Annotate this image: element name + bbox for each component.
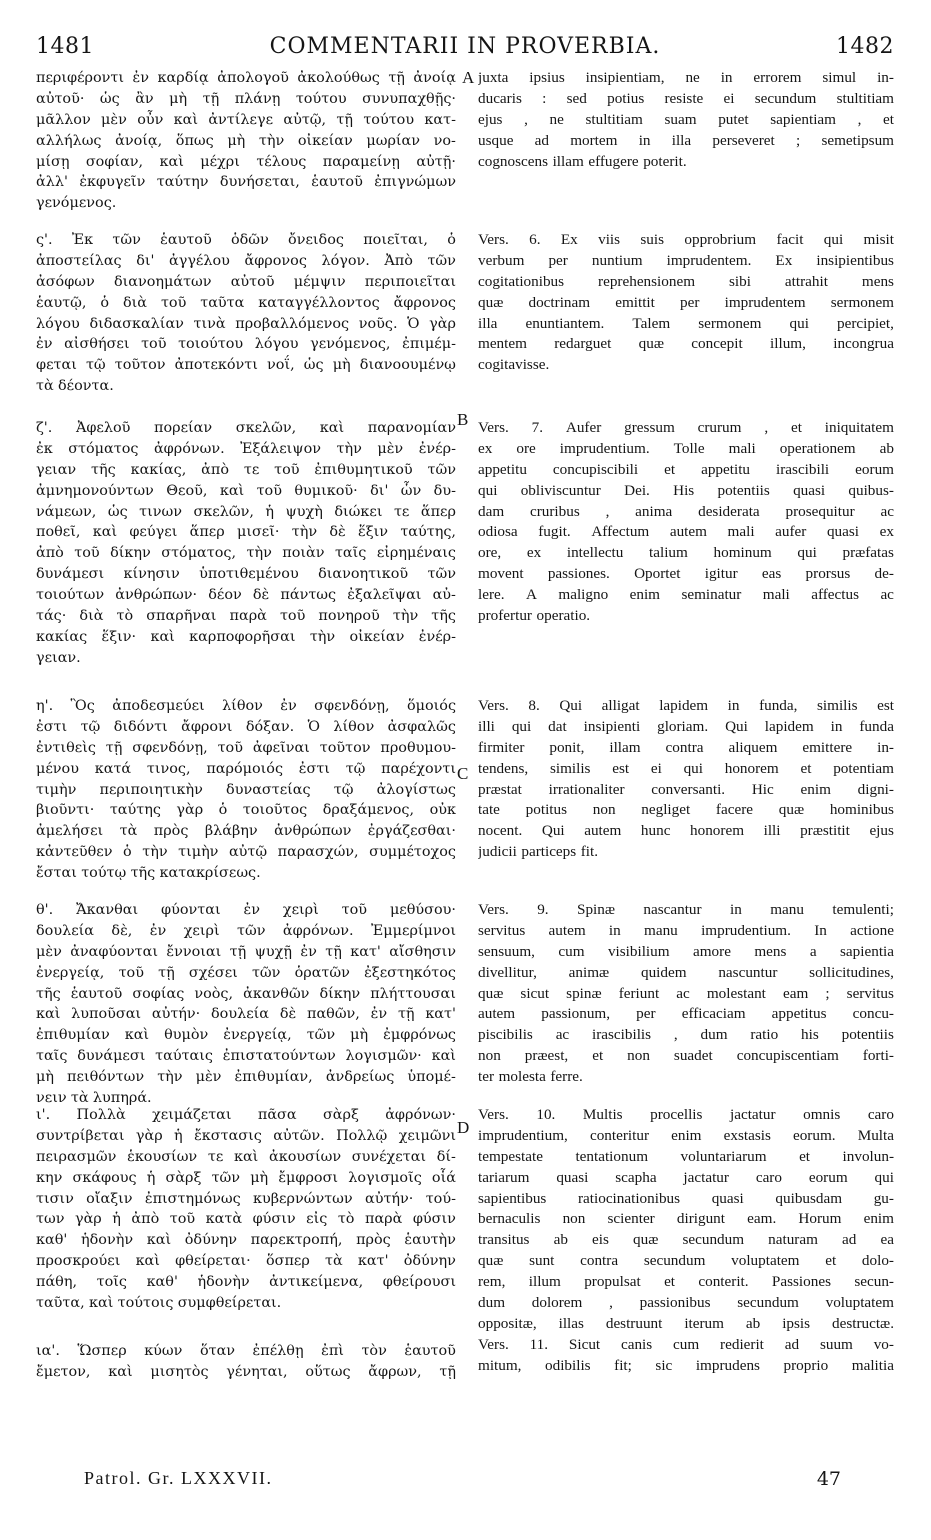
footer-patrology-ref: Patrol. Gr. LXXXVII. [84,1468,273,1488]
text-line: μίσῃ σοφίαν, καὶ μέχρι τέλους παραμείνῃ αὐτῇ· [36,153,456,170]
text-line: ἐνεργείᾳ, τοῦ τῇ σχέσει τῶν ὁρατῶν ἐξεστηκότος [36,964,456,981]
text-line: mentem redarguet quæ concepit illum, incongrua [478,335,894,353]
page-header [36,34,894,64]
text-line: quæ sunt contra secundum voluptatem et dolo- [478,1252,894,1270]
text-line: θ'. Ἄκανθαι φύονται ἐν χειρὶ τοῦ μεθύσου· [36,902,456,918]
text-line: tariarum quasi scapha jactatur caro eorum qui [478,1168,894,1186]
text-line: tendens, similis est ei qui honorem et potentiam [478,759,894,777]
text-line: ἀσόφων διανοημάτων αὐτοῦ μέμψιν περιποιεῖται [36,273,456,290]
text-line: ejus , ne stultitiam suam putet sapientiam , et [478,110,894,128]
text-line: τάς· διὰ τὸ σπαρῆναι παρὰ τοῦ πονηροῦ τὴν τῆς [36,608,456,625]
text-line: μὲν ἀναφύονται ἔννοιαι τῇ ψυχῇ ἐν τῇ κατ' αἴσθησιν [36,943,456,960]
text-line: odiosa fugit. Affectum autem mali aufer quasi ex [478,523,894,541]
text-line: γενόμενος. [36,195,117,212]
text-line: βιοῦντι· ταύτης γὰρ ὁ τοιοῦτος δραξάμενος, οὐκ [36,802,456,819]
text-line: φεται τῷ τοῦτον ἀποτεκόντι νοΐ, ὡς μὴ διανοουμένῳ [36,357,456,374]
text-line: ἔμετον, καὶ μισητὸς γένηται, οὕτως ἄφρων, τῇ [36,1363,456,1380]
text-line: καθ' ἡδονὴν καὶ ὀδύνην παρεκτροπή, πρὸς ἑαυτὴν [36,1232,456,1249]
text-line: firmiter ponit, illam contra aliquem emittere in- [478,738,894,756]
text-line: præstat irrationaliter conversanti. Hic enim digni- [478,780,894,798]
text-line: profertur operatio. [478,607,591,625]
text-line: appetitu concupiscibili et appetitu irascibili eorum [478,460,894,478]
text-line: ἐντιθεὶς τῇ σφενδόνῃ, τοῦ ἀφεῖναι τοῦτον προθυμου- [36,739,456,756]
text-line: κην σκάφους ἡ σὰρξ τῶν μὴ ἔμφροσι λογισμοῖς οἷά [36,1169,456,1186]
text-line: των γὰρ ἡ ἀπὸ τοῦ κατὰ φύσιν εἰς τὸ παρὰ φύσιν [36,1211,456,1228]
text-line: judicii particeps fit. [478,843,599,861]
text-line: piscibilis ac irascibilis , dum ratio his potentiis [478,1026,894,1044]
text-line: η'. Ὃς ἀποδεσμεύει λίθον ἐν σφενδόνῃ, ὅμοιός [36,698,456,714]
text-line: μὴ πειθόντων τὴν μὲν ἐπιθυμίαν, ἀνδρείως ὑπομέ- [36,1069,456,1086]
margin-letter-a: A [462,68,475,87]
text-line: sensuum, cum visibilium amore mens a sapientia [478,942,894,960]
paragraph [36,230,456,397]
text-line: verbum per nuntium imprudentem. Ex insipientibus [478,251,894,269]
text-line: δυνάμεσι κίνησιν ὑποτιθεμένου διανοητικοῦ τῶν [36,566,456,583]
text-line: πάθη, τοῖς καθ' ἡδονὴν ἀντικείμενα, φθείρουσι [36,1274,456,1291]
text-line: autem passionum, per efficaciam appetitus concu- [478,1005,894,1023]
text-line: ἀμνημονούντων Θεοῦ, καὶ τοῦ θυμικοῦ· δι' ὧν δυ- [36,482,456,499]
text-line: Vers. 6. Ex viis suis opprobrium facit qui misit [478,231,894,248]
text-line: περιφέροντι ἐν καρδίᾳ ἀπολογοῦ ἀκολούθως τῇ ἀνοίᾳ [36,70,456,86]
text-line: ter molesta ferre. [478,1068,583,1086]
text-line: ἀπὸ τοῦ δίκην στόματος, τὴν ποιὰν ταῖς εἰρημέναις [36,545,456,562]
text-line: illi qui dat insipienti gloriam. Qui lapidem in funda [478,717,894,735]
page-number-right: 1482 [836,34,894,59]
text-line: ἐστι τῷ διδόντι ἄφρονι δόξαν. Ὁ λίθον ἀσφαλῶς [36,718,456,735]
paragraph [478,696,894,863]
text-line: κἀντεῦθεν ὁ τὴν τιμὴν αὐτῷ παρασχών, συμμέτοχος [36,844,456,861]
text-line: συντρίβεται γὰρ ἡ ἔκστασις αὐτῶν. Πολλῷ χειμῶνι [36,1127,456,1144]
text-line: ποθεῖ, καὶ φεύγει ἅπερ μισεῖ· τὴν δὲ ἕξιν ταύτης, [36,524,456,541]
page-number-left: 1481 [36,34,94,59]
text-line: quæ sicut spinæ feriunt ac molestant eam ; servitus [478,984,894,1002]
text-line: ducaris : sed potius resiste ei secundum stultitiam [478,89,894,107]
text-line: νειν τὰ λυπηρά. [36,1090,152,1107]
text-line: dum dolorem , passionibus secundum voluptatem [478,1294,894,1312]
text-line: γειαν τῆς κακίας, ἀπὸ τε τοῦ ἐπιθυμητικοῦ τῶν [36,461,456,478]
paragraph [36,1341,456,1383]
text-line: ἀλλ' ἐκφυγεῖν ταύτην δυνήσεται, ἑαυτοῦ ἐπιγνώμων [36,174,456,191]
text-line: dam cruribus , anima desiderata prosequitur ac [478,502,894,520]
text-line: tate potitus non negliget facere quæ hominibus [478,801,894,819]
paragraph [36,696,456,884]
text-line: ἑαυτῷ, ὁ διὰ τοῦ ταῦτα καταγγέλλοντος ἄφρονος [36,294,456,311]
text-line: cognoscens illam effugere poterit. [478,152,687,170]
paragraph [478,1105,894,1377]
text-line: ἐπιθυμίαν καὶ θυμὸν ἐνεργείᾳ, τῶν μὴ ἐμφρόνως [36,1027,456,1044]
text-line: ζ'. Ἀφελοῦ πορείαν σκελῶν, καὶ παρανομίαν [36,420,456,436]
paragraph [36,418,456,669]
text-line: transitus ab eis quæ secundum naturam ad ea [478,1231,894,1249]
text-line: juxta ipsius insipientiam, ne in errorem simul in- [478,69,894,86]
text-line: Vers. 8. Qui alligat lapidem in funda, similis est [478,697,894,714]
text-line: non præest, et non suadet concupiscentiam forti- [478,1047,894,1065]
paragraph [478,900,894,1088]
text-line: ἔσται τούτῳ τῆς κατακρίσεως. [36,865,261,882]
text-line: ἐκ στόματος ἀφρόνων. Ἐξάλειψον τὴν μὲν ἐνέρ- [36,440,456,457]
paragraph [478,68,894,172]
text-line: δουλεία δὲ, ἐν χειρὶ τῶν ἀφρόνων. Ἐμμερίμνοι [36,922,456,939]
text-line: Vers. 7. Aufer gressum crurum , et iniquitatem [478,419,894,436]
text-line: τοιούτων ἀνθρώπων· δέον δὲ πάντως ἐξαλεῖψαι αὐ- [36,587,456,604]
text-line: imprudentium, conteritur enim exstasis eorum. Multa [478,1126,894,1144]
text-line: ex ore imprudentium. Tolle mali operationem ab [478,439,894,457]
text-line: ια'. Ὥσπερ κύων ὅταν ἐπέλθῃ ἐπὶ τὸν ἑαυτοῦ [36,1343,456,1359]
text-line: bernaculis non scienter dirigunt eam. Horum enim [478,1210,894,1228]
margin-letter-b: B [457,410,469,429]
text-line: αλλήλως ἀνοίᾳ, ὅπως μὴ τὴν οἰκείαν μωρίαν νο- [36,132,456,149]
text-line: illa enuntiantem. Talem sermonem qui percipiet, [478,314,894,332]
text-line: cogitavisse. [478,356,550,374]
text-line: τισιν οἴαξιν ἐπιστημόνως κυβερνώντων αὐτήν· τού- [36,1190,456,1207]
margin-letter-d: D [457,1118,470,1137]
text-line: ταῖς δυνάμεσι ταύταις ἐπιστατούντων λογισμῶν· καὶ [36,1048,456,1065]
paragraph [36,900,456,1109]
text-line: rem, illum propulsat et conterit. Passiones secun- [478,1273,894,1291]
text-line: μᾶλλον μὲν οὖν καὶ ἀντίλεγε αὐτῷ, τῇ τούτου κατ- [36,111,456,128]
margin-letter-c: C [457,764,469,783]
text-line: λόγου διδασκαλίαν τινὰ προβαλλόμενος νοῦς. Ὁ γὰρ [36,315,456,332]
text-line: Vers. 11. Sicut canis cum redierit ad suum vo- [478,1335,894,1353]
text-line: cogitationibus reprehensionem sibi attrahit mens [478,272,894,290]
text-line: divellitur, animæ quidem nascuntur sollicitudines, [478,963,894,981]
text-line: νάμεων, ὡς τινων σκελῶν, ἡ ψυχὴ διώκει τε ἅπερ [36,503,456,520]
text-line: sapientibus ratiocinationibus quasi quibusdam gu- [478,1189,894,1207]
text-line: καὶ λυποῦσαι αὐτήν· δουλεία δὲ παθῶν, ἐν τῇ κατ' [36,1006,456,1023]
text-line: ore, ex intellectu talium hominum qui præfatas [478,544,894,562]
text-line: Vers. 9. Spinæ nascantur in manu temulenti; [478,901,894,918]
text-line: qui obliviscuntur Dei. His potentiis quasi quibus- [478,481,894,499]
text-line: quæ doctrinam emittit per imprudentem sermonem [478,293,894,311]
text-line: oppositæ, illas destruunt iterum ab ipsis destructæ. [478,1314,894,1332]
text-line: ἀμελήσει τὰ πρὸς βλάβην ἀνθρώπων ἐργάζεσθαι· [36,823,456,840]
text-line: προσκρούει καὶ φθείρεται· ὅσπερ τὰ κατ' ὀδύνην [36,1253,456,1270]
text-line: nocent. Qui autem hunc honorem illi præstitit ejus [478,822,894,840]
running-title: COMMENTARII IN PROVERBIA. [269,34,661,59]
text-line: μένου κατά τινος, παρόμοιός ἐστι τῷ παρέχοντι [36,760,456,777]
text-line: ἐν αἰσθήσει τοῦ τοιούτου λόγου γενόμενος, ἐπιμέμ- [36,336,456,353]
text-line: τιμὴν περιποιητικὴν δυναστείας τῷ ἀλογίστως [36,781,456,798]
text-line: Vers. 10. Multis procellis jactatur omnis caro [478,1106,894,1123]
text-line: usque ad mortem in illa perseveret ; semetipsum [478,131,894,149]
text-line: ἀποστείλας δι' ἀγγέλου ἄφρονος λόγον. Ἀπὸ τῶν [36,252,456,269]
text-line: πειρασμῶν ἑκουσίων τε καὶ ἀκουσίων συνέχεται δί- [36,1148,456,1165]
text-line: αὐτοῦ· ὡς ἂν μὴ τῇ πλάνῃ τούτου συνυπαχθῇς· [36,90,456,107]
text-line: κακίας ἕξιν· καὶ καρποφορῆσαι τὴν οἰκείαν ἐνέρ- [36,628,456,645]
text-line: γειαν. [36,649,81,666]
text-line: servitus autem in manu imprudentium. In actione [478,921,894,939]
text-line: ς'. Ἐκ τῶν ἑαυτοῦ ὁδῶν ὄνειδος ποιεῖται, ὁ [36,232,456,248]
text-line: τὰ δέοντα. [36,378,114,395]
text-line: τῆς ἑαυτοῦ σοφίας νοὸς, ἀκανθῶν δίκην πλήττουσαι [36,985,456,1002]
text-line: lere. A maligno enim seminatur mali affectus ac [478,586,894,604]
footer-signature-number: 47 [816,1468,841,1490]
paragraph [478,230,894,376]
text-line: ι'. Πολλὰ χειμάζεται πᾶσα σὰρξ ἀφρόνων· [36,1107,456,1123]
text-line: mitum, odibilis fit; sic imprudens proprio malitia [478,1356,894,1374]
paragraph [36,68,456,214]
text-line: ταῦτα, καὶ τούτοις συμφθείρεται. [36,1295,282,1312]
paragraph [478,418,894,627]
text-line: tempestate tentationum voluntariarum et involun- [478,1147,894,1165]
paragraph [36,1105,456,1314]
text-line: movent passiones. Oportet igitur eas prorsus de- [478,565,894,583]
